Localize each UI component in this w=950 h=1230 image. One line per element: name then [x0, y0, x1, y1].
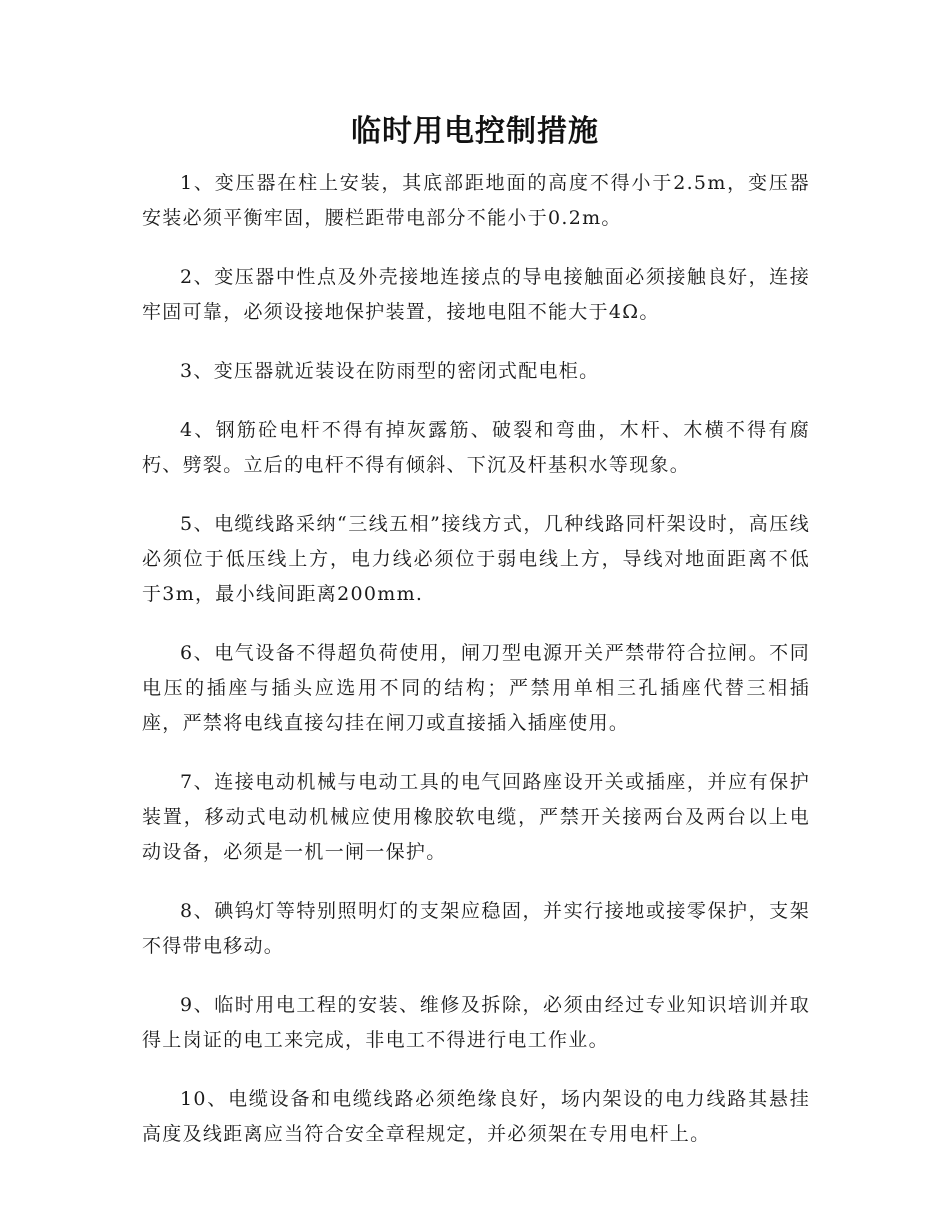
document-title: 临时用电控制措施 — [351, 114, 599, 149]
paragraph-8: 8、碘钨灯等特别照明灯的支架应稳固，并实行接地或接零保护，支架不得带电移动。 — [142, 900, 810, 957]
document-body — [142, 166, 810, 1176]
paragraph-5: 5、电缆线路采纳“三线五相”接线方式，几种线路同杆架设时，高压线必须位于低压线上方，电力线必须位于弱电线上方，导线对地面距离不低于3m，最小线间距离200mm. — [142, 513, 810, 605]
paragraph-1: 1、变压器在柱上安装，其底部距地面的高度不得小于2.5m，变压器安装必须平衡牢固，腰栏距带电部分不能小于0.2m。 — [142, 172, 810, 229]
paragraph-2: 2、变压器中性点及外壳接地连接点的导电接触面必须接触良好，连接牢固可靠，必须设接地保护装置，接地电阻不能大于4Ω。 — [142, 266, 810, 323]
paragraph-6: 6、电气设备不得超负荷使用，闸刀型电源开关严禁带符合拉闸。不同电压的插座与插头应选用不同的结构；严禁用单相三孔插座代替三相插座，严禁将电线直接勾挂在闸刀或直接插入插座使用。 — [142, 642, 810, 734]
paragraph-4: 4、钢筋砼电杆不得有掉灰露筋、破裂和弯曲，木杆、木横不得有腐朽、劈裂。立后的电杆不得有倾斜、下沉及杆基积水等现象。 — [142, 419, 810, 476]
paragraph-9: 9、临时用电工程的安装、维修及拆除，必须由经过专业知识培训并取得上岗证的电工来完成，非电工不得进行电工作业。 — [142, 994, 810, 1051]
paragraph-10: 10、电缆设备和电缆线路必须绝缘良好，场内架设的电力线路其悬挂高度及线距离应当符合安全章程规定，并必须架在专用电杆上。 — [142, 1088, 810, 1145]
paragraph-3: 3、变压器就近装设在防雨型的密闭式配电柜。 — [180, 360, 600, 382]
paragraph-7: 7、连接电动机械与电动工具的电气回路座设开关或插座，并应有保护装置，移动式电动机械应使用橡胶软电缆，严禁开关接两台及两台以上电动设备，必须是一机一闸一保护。 — [142, 771, 810, 863]
